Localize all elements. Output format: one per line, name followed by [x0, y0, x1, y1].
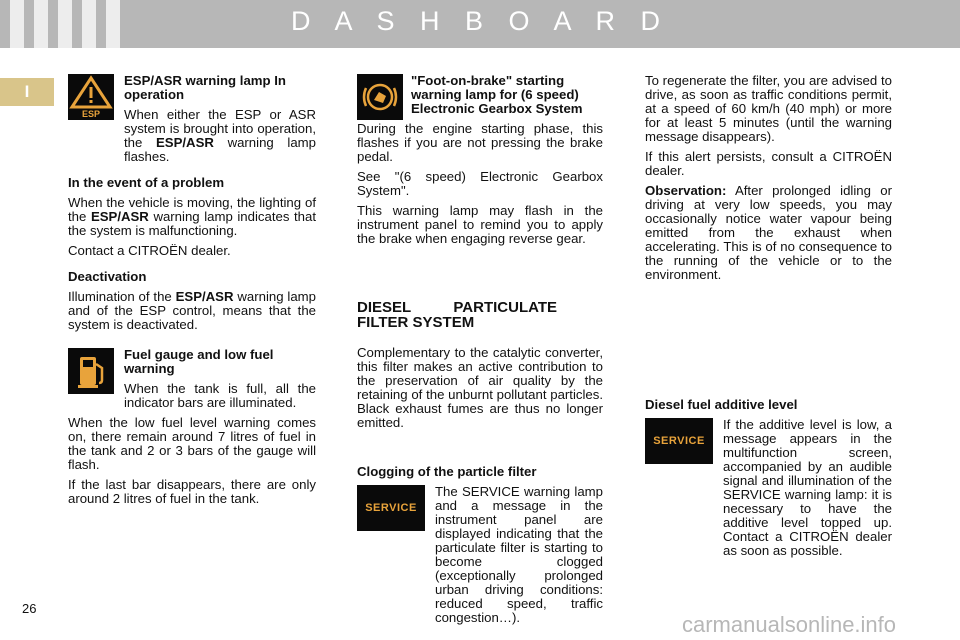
- header-bar: [0, 0, 960, 48]
- foot-brake-paragraph-2: See "(6 speed) Electronic Gearbox System".: [357, 169, 603, 198]
- foot-brake-paragraph-1: During the engine starting phase, this flashes if you are not pressing the brake pedal.: [357, 121, 603, 164]
- esp-icon-label: ESP: [81, 109, 101, 119]
- deactivation-title: Deactivation: [68, 269, 147, 284]
- dpf-paragraph: Complementary to the catalytic converter, this filter makes an active contribution to the preservation of air quality by the retaining of the unburnt pollutant particles. Black exhaust fumes are thus no longer emitted.: [357, 345, 603, 430]
- page-number: 26: [22, 601, 37, 616]
- observation-paragraph: Observation: After prolonged idling or driving at very low speeds, you may occasionally notice water vapour being emitted from the exhaust when accelerating. This is of no consequence to the running of the vehicle or to the environment.: [645, 183, 892, 282]
- problem-contact: Contact a CITROËN dealer.: [68, 243, 231, 258]
- dpf-title: DIESEL PARTICULATE FILTER SYSTEM: [357, 299, 557, 331]
- clogging-paragraph: The SERVICE warning lamp and a message in the instrument panel are displayed indicating that the particulate filter is starting to become clogged (exceptionally prolonged urban driving conditions: reduced speed, traffic congestion…).: [435, 484, 603, 625]
- deactivation-paragraph: Illumination of the ESP/ASR warning lamp and of the ESP control, means that the system is deactivated.: [68, 289, 316, 332]
- page-title: D A S H B O A R D: [290, 6, 670, 36]
- fuel-paragraph-3: If the last bar disappears, there are only around 2 litres of fuel in the tank.: [68, 477, 316, 506]
- regen-paragraph-2: If this alert persists, consult a CITROËN dealer.: [645, 149, 892, 178]
- additive-section: [645, 398, 892, 564]
- esp-paragraph: When either the ESP or ASR system is brought into operation, the ESP/ASR warning lamp flashes.: [124, 107, 316, 164]
- regen-paragraph-1: To regenerate the filter, you are advised to drive, as soon as traffic conditions permit, at a speed of 60 km/h (40 mph) or more for at least 5 minutes (until the warning message disappears).: [645, 73, 892, 144]
- problem-paragraph: When the vehicle is moving, the lighting of the ESP/ASR warning lamp indicates that the system is malfunctioning.: [68, 195, 316, 238]
- column-2: [357, 74, 603, 252]
- dpf-section: [357, 300, 603, 436]
- clogging-section: [357, 465, 603, 631]
- problem-title: In the event of a problem: [68, 175, 225, 190]
- additive-paragraph: If the additive level is low, a message appears in the multifunction screen, accompanied by an audible signal and illumination of the SERVICE warning lamp: it is necessary to have the additive level topped up. Contact a CITROËN dealer as soon as possible.: [723, 417, 892, 558]
- service-icon-label-additive: SERVICE: [653, 435, 705, 447]
- service-warning-icon-additive: [645, 418, 713, 464]
- column-3: [645, 74, 892, 288]
- watermark: carmanualsonline.info: [682, 612, 897, 637]
- foot-brake-paragraph-3: This warning lamp may flash in the instrument panel to remind you to apply the brake when engaging reverse gear.: [357, 203, 603, 246]
- column-1: [68, 74, 316, 338]
- additive-title: Diesel fuel additive level: [645, 397, 798, 412]
- section-tab: I: [0, 78, 54, 106]
- fuel-paragraph-2: When the low fuel level warning comes on, there remain around 7 litres of fuel in the tank and 2 or 3 bars of the gauge will flash.: [68, 415, 316, 472]
- esp-section-title: ESP/ASR warning lamp In operation: [124, 73, 286, 102]
- fuel-section: [68, 348, 316, 512]
- service-icon-label: SERVICE: [365, 502, 417, 514]
- service-warning-icon: [357, 485, 425, 531]
- clogging-title: Clogging of the particle filter: [357, 464, 537, 479]
- fuel-paragraph-1: When the tank is full, all the indicator bars are illuminated.: [124, 381, 316, 410]
- fuel-section-title: Fuel gauge and low fuel warning: [124, 347, 274, 376]
- foot-brake-title: "Foot-on-brake" starting warning lamp for (6 speed) Electronic Gearbox System: [411, 73, 583, 116]
